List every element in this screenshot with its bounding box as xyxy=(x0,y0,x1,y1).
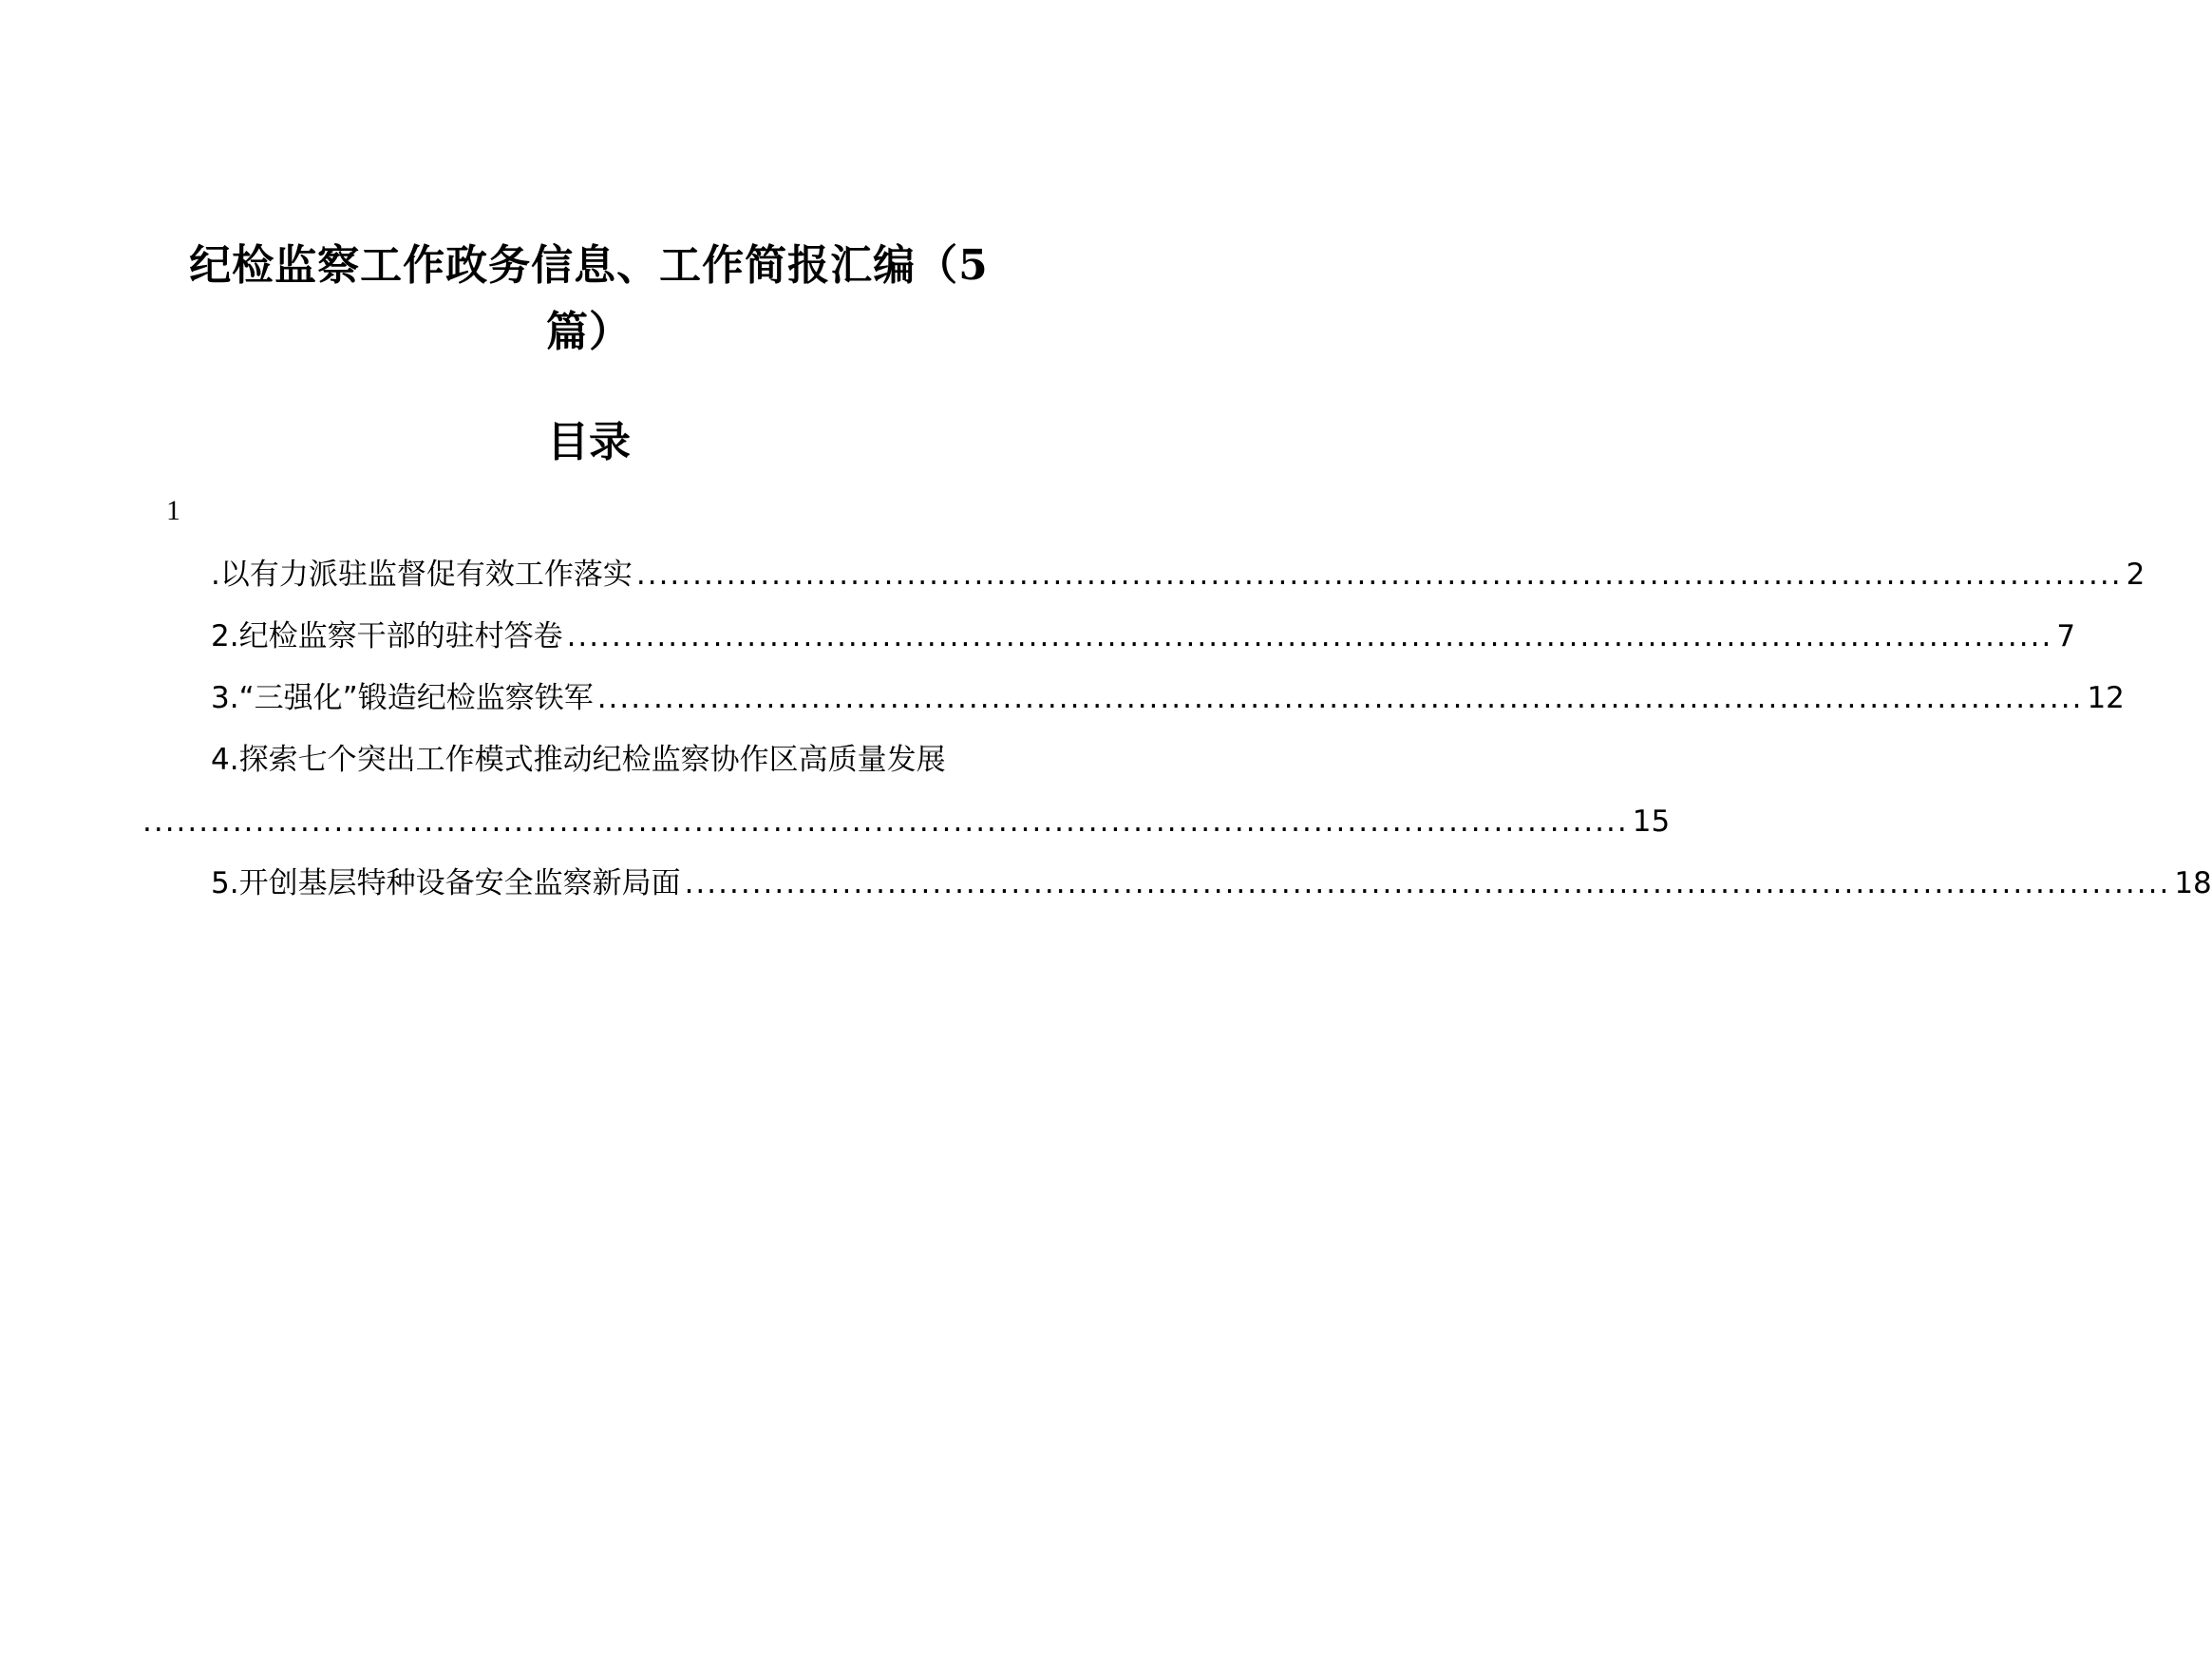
toc-item-page: 12 xyxy=(2087,681,2125,715)
toc-item-page: 7 xyxy=(2056,619,2076,653)
toc-item-label: 4.探索七个突出工作模式推动纪检监察协作区高质量发展 xyxy=(211,743,946,777)
document-title xyxy=(142,233,1035,366)
toc-item-label: .以有力派驻监督促有效工作落实 xyxy=(211,558,633,592)
toc-item-label: 3.“三强化”锻造纪检监察铁军 xyxy=(211,681,594,715)
toc-item-page: 2 xyxy=(2126,558,2146,592)
toc-item-page: 18 xyxy=(2174,866,2212,900)
toc-leader-dots: .................................................................................................................................... xyxy=(684,866,2171,900)
toc-heading: 目录 xyxy=(547,418,631,466)
toc-leader-dots: .................................................................................................................................... xyxy=(142,805,1629,839)
toc-leader-dots: .................................................................................................................................... xyxy=(566,619,2053,653)
toc-item-5[interactable] xyxy=(211,862,2212,904)
stray-number: 1 xyxy=(166,495,180,526)
toc-item-3[interactable] xyxy=(211,677,2125,719)
toc-item-page: 15 xyxy=(1632,805,1671,839)
toc-item-label: 5.开创基层特种设备安全监察新局面 xyxy=(211,866,681,900)
toc-item-1[interactable] xyxy=(211,554,2146,596)
toc-item-label: 2.纪检监察干部的驻村答卷 xyxy=(211,619,563,653)
toc-leader-dots: .................................................................................................................................... xyxy=(596,681,2084,715)
toc-item-4[interactable] xyxy=(211,739,946,781)
document-title-line-2: 篇） xyxy=(546,308,632,356)
toc-item-2[interactable] xyxy=(211,615,2076,657)
document-title-line-1: 纪检监察工作政务信息、工作简报汇编（5 xyxy=(189,241,989,290)
toc-leader-dots: .................................................................................................................................... xyxy=(635,558,2123,592)
toc-item-4-continuation[interactable] xyxy=(142,801,1671,842)
